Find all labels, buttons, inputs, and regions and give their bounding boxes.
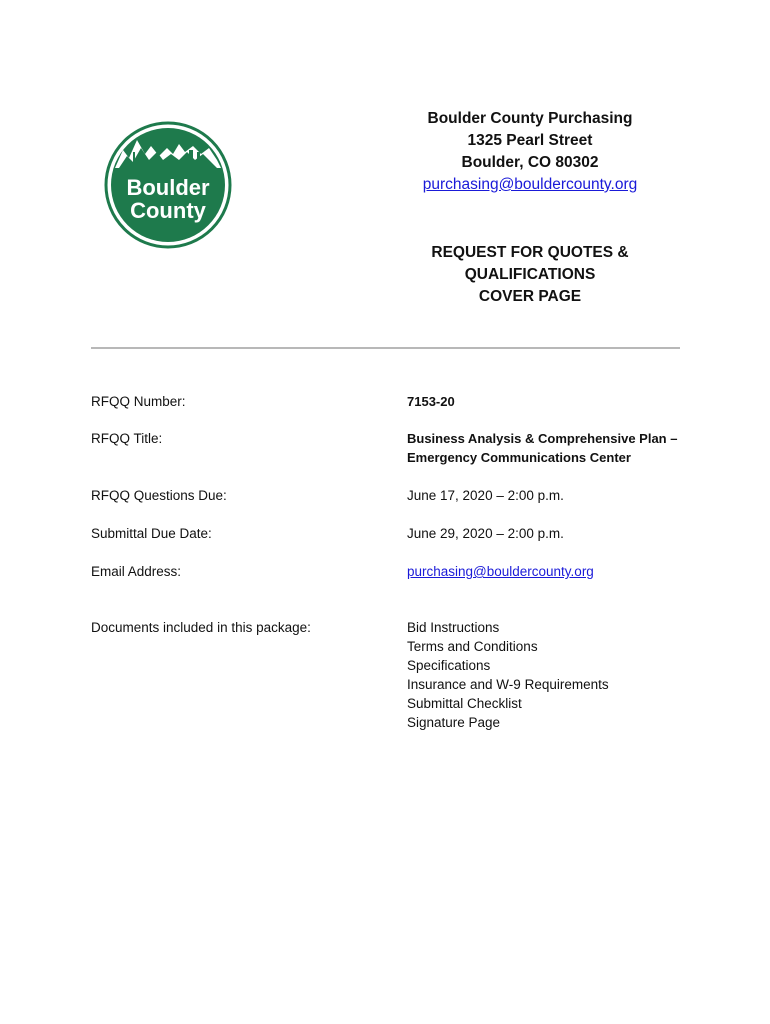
logo-text-line2: County xyxy=(130,198,206,223)
rfqq-title-value-line2: Emergency Communications Center xyxy=(407,450,631,465)
title-line-3: COVER PAGE xyxy=(478,288,582,305)
org-name: Boulder County Purchasing xyxy=(427,110,633,127)
header-email-link[interactable]: purchasing@bouldercounty.org xyxy=(422,176,638,193)
document-item: Terms and Conditions xyxy=(407,639,538,654)
horizontal-divider xyxy=(91,347,680,349)
rfqq-title-label: RFQQ Title: xyxy=(91,431,163,446)
city-state-zip: Boulder, CO 80302 xyxy=(461,154,599,171)
rfqq-title-value-line1: Business Analysis & Comprehensive Plan – xyxy=(407,431,678,446)
boulder-county-logo xyxy=(93,110,243,260)
documents-label: Documents included in this package: xyxy=(91,620,311,635)
document-item: Bid Instructions xyxy=(407,620,500,635)
document-title xyxy=(380,242,680,308)
documents-list xyxy=(407,618,687,732)
email-address-label: Email Address: xyxy=(91,564,182,579)
document-item: Specifications xyxy=(407,658,491,673)
submittal-due-label: Submittal Due Date: xyxy=(91,526,212,541)
logo-text-line1: Boulder xyxy=(126,175,210,200)
questions-due-value: June 17, 2020 – 2:00 p.m. xyxy=(407,488,564,503)
questions-due-label: RFQQ Questions Due: xyxy=(91,488,227,503)
rfqq-number-label: RFQQ Number: xyxy=(91,394,186,409)
email-address-link[interactable]: purchasing@bouldercounty.org xyxy=(407,564,594,579)
submittal-due-value: June 29, 2020 – 2:00 p.m. xyxy=(407,526,564,541)
title-line-1: REQUEST FOR QUOTES & xyxy=(431,244,629,261)
address-block xyxy=(380,108,680,196)
rfqq-number-value: 7153-20 xyxy=(407,394,455,409)
document-item: Signature Page xyxy=(407,715,501,730)
document-item: Insurance and W-9 Requirements xyxy=(407,677,609,692)
rfqq-title-value xyxy=(407,429,687,467)
title-line-2: QUALIFICATIONS xyxy=(464,266,596,283)
street-address: 1325 Pearl Street xyxy=(467,132,593,149)
logo-graphic xyxy=(93,110,243,260)
document-item: Submittal Checklist xyxy=(407,696,522,711)
